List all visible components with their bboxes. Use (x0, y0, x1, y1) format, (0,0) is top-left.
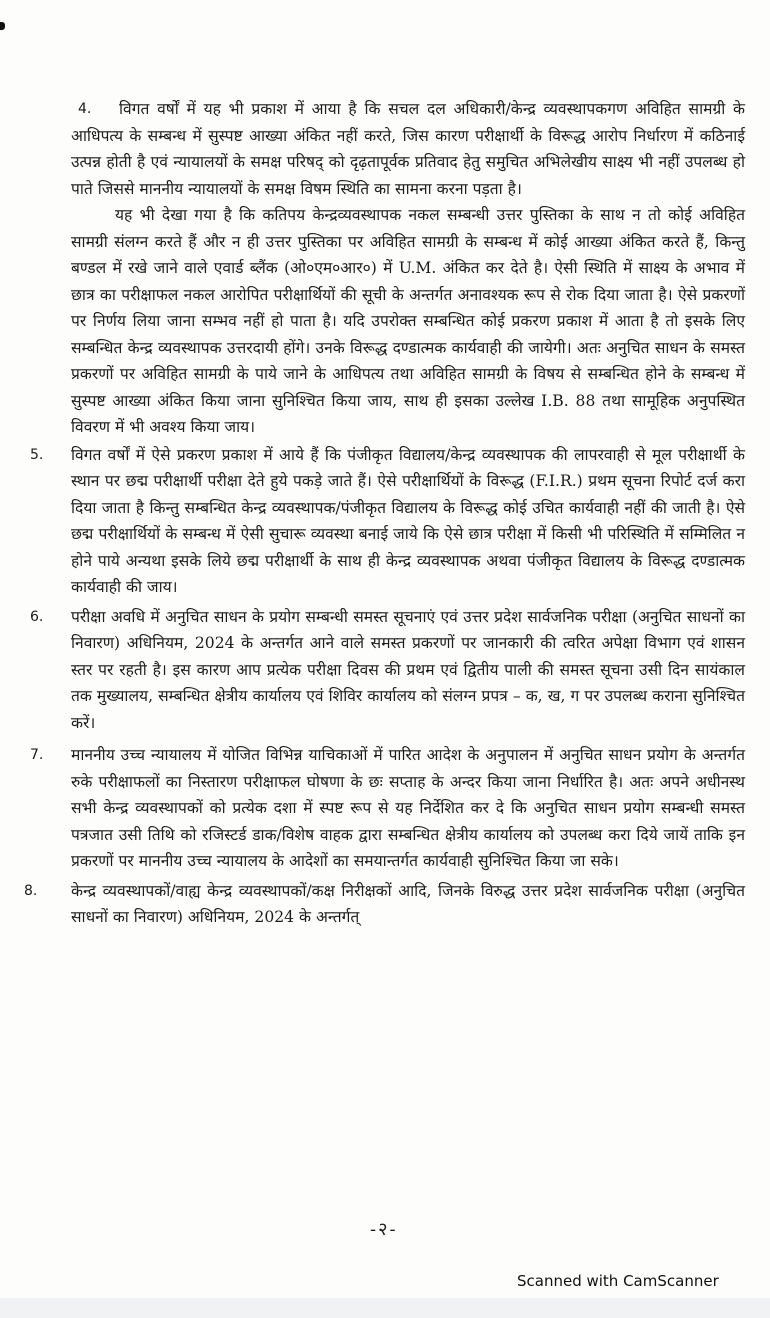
clause-number: 5. (30, 446, 44, 463)
clause-paragraph: यह भी देखा गया है कि कतिपय केन्द्रव्यवस्थापक नकल सम्बन्धी उत्तर पुस्तिका के साथ न तो कोई अविहित सामग्री संलग्न करते हैं और न ही उत्तर पुस्तिका पर अविहित सामग्री के सम्बन्ध में कोई आख्या अंकित करते हैं, किन्तु बण्डल में रखे जाने वाले एवार्ड ब्लैंक (ओ०एम०आर०) में U.M. अंकित कर देते है। ऐसी स्थिति में साक्ष्य के अभाव में छात्र का परीक्षाफल नकल आरोपित परीक्षार्थियों की सूची के अन्तर्गत अनावश्यक रूप से रोक दिया जाता है। ऐसे प्रकरणों पर निर्णय लिया जाना सम्भव नहीं हो पाता है। यदि उपरोक्त सम्बन्धित कोई प्रकरण प्रकाश में आता है तो इसके लिए सम्बन्धित केन्द्र व्यवस्थापक उत्तरदायी होंगे। उनके विरूद्ध दण्डात्मक कार्यवाही की जायेगी। अतः अनुचित साधन के समस्त प्रकरणों पर अविहित सामग्री के पाये जाने के आधिपत्य तथा अविहित सामग्री के विषय से सम्बन्धित होने के सम्बन्ध में सुस्पष्ट आख्या अंकित किया जाना सुनिश्चित किया जाय, साथ ही इसका उल्लेख I.B. 88 तथा सामूहिक अनुपस्थित विवरण में भी अवश्य किया जाय। (71, 206, 745, 436)
clause-paragraph: केन्द्र व्यवस्थापकों/वाह्य केन्द्र व्यवस्थापकों/कक्ष निरीक्षकों आदि, जिनके विरुद्ध उत्तर प्रदेश सार्वजनिक परीक्षा (अनुचित साधनों का निवारण) अधिनियम, 2024 के अन्तर्गत् (71, 881, 745, 926)
clause-8 (24, 878, 745, 931)
clause-paragraph: विगत वर्षों में ऐसे प्रकरण प्रकाश में आये हैं कि पंजीकृत विद्यालय/केन्द्र व्यवस्थापक की लापरवाही से मूल परीक्षार्थी के स्थान पर छद्म परीक्षार्थी परीक्षा देते हुये पकड़े जाते हैं। ऐसे परीक्षार्थियों के विरूद्ध (F.I.R.) प्रथम सूचना रिपोर्ट दर्ज करा दिया जाता है किन्तु सम्बन्धित केन्द्र व्यवस्थापक/पंजीकृत विद्यालय के विरूद्ध कोई उचित कार्यवाही नहीं की जाती है। ऐसे छद्म परीक्षार्थियों के सम्बन्ध में ऐसी सुचारू व्यवस्था बनाई जाये कि ऐसे छात्र परीक्षा में किसी भी परिस्थिति में सम्मिलित न होने पाये अन्यथा इसके लिये छद्म परीक्षार्थी के साथ ही केन्द्र व्यवस्थापक अथवा पंजीकृत विद्यालय के विरूद्ध दण्डात्मक कार्यवाही की जाय। (71, 445, 745, 596)
scan-bottom-band (0, 1298, 770, 1318)
clause-paragraph: परीक्षा अवधि में अनुचित साधन के प्रयोग सम्बन्धी समस्त सूचनाएं एवं उत्तर प्रदेश सार्वजनिक परीक्षा (अनुचित साधनों का निवारण) अधिनियम, 2024 के अन्तर्गत आने वाले समस्त प्रकरणों पर जानकारी की त्वरित अपेक्षा विभाग एवं शासन स्तर पर रहती है। इस कारण आप प्रत्येक परीक्षा दिवस की प्रथम एवं द्वितीय पाली की समस्त सूचना उसी दिन सायंकाल तक मुख्यालय, सम्बन्धित क्षेत्रीय कार्यालय एवं शिविर कार्यालय को संलग्न प्रपत्र – क, ख, ग पर उपलब्ध कराना सुनिश्चित करें। (71, 607, 745, 732)
clause-6 (30, 604, 745, 737)
page-number: -२- (370, 1219, 398, 1240)
clause-number: 6. (30, 608, 44, 625)
clause-5 (30, 442, 745, 601)
clause-number: 8. (24, 882, 38, 899)
scanner-watermark: Scanned with CamScanner (517, 1272, 719, 1290)
clause-number: 7. (30, 747, 44, 763)
clause-7 (30, 742, 745, 875)
clause-4 (30, 96, 745, 441)
clause-number: 4. (78, 101, 92, 117)
document-body (24, 96, 745, 931)
clause-paragraph: माननीय उच्च न्यायालय में योजित विभिन्न याचिकाओं में पारित आदेश के अनुपालन में अनुचित साधन प्रयोग के अन्तर्गत रुके परीक्षाफलों का निस्तारण परीक्षाफल घोषणा के छः सप्ताह के अन्दर किया जाना निर्धारित है। अतः अपने अधीनस्थ सभी केन्द्र व्यवस्थापकों को प्रत्येक दशा में स्पष्ट रूप से यह निर्देशित कर दे कि अनुचित साधन प्रयोग सम्बन्धी समस्त पत्रजात उसी तिथि को रजिस्टर्ड डाक/विशेष वाहक द्वारा सम्बन्धित क्षेत्रीय कार्यालय को उपलब्ध करा दिये जायें ताकि इन प्रकरणों पर माननीय उच्च न्यायालय के आदेशों का समयान्तर्गत कार्यवाही सुनिश्चित किया जा सके। (71, 746, 745, 870)
scan-edge-mark (0, 22, 5, 30)
clause-paragraph: विगत वर्षों में यह भी प्रकाश में आया है कि सचल दल अधिकारी/केन्द्र व्यवस्थापकगण अविहित सामग्री के आधिपत्य के सम्बन्ध में सुस्पष्ट आख्या अंकित नहीं करते, जिस कारण परीक्षार्थी के विरूद्ध आरोप निर्धारण में कठिनाई उत्पन्न होती है एवं न्यायालयों के समक्ष परिषद् को दृढ़तापूर्वक प्रतिवाद हेतु समुचित अभिलेखीय साक्ष्य भी नहीं उपलब्ध हो पाते जिससे माननीय न्यायालयों के समक्ष विषम स्थिति का सामना करना पड़ता है। (71, 100, 745, 198)
